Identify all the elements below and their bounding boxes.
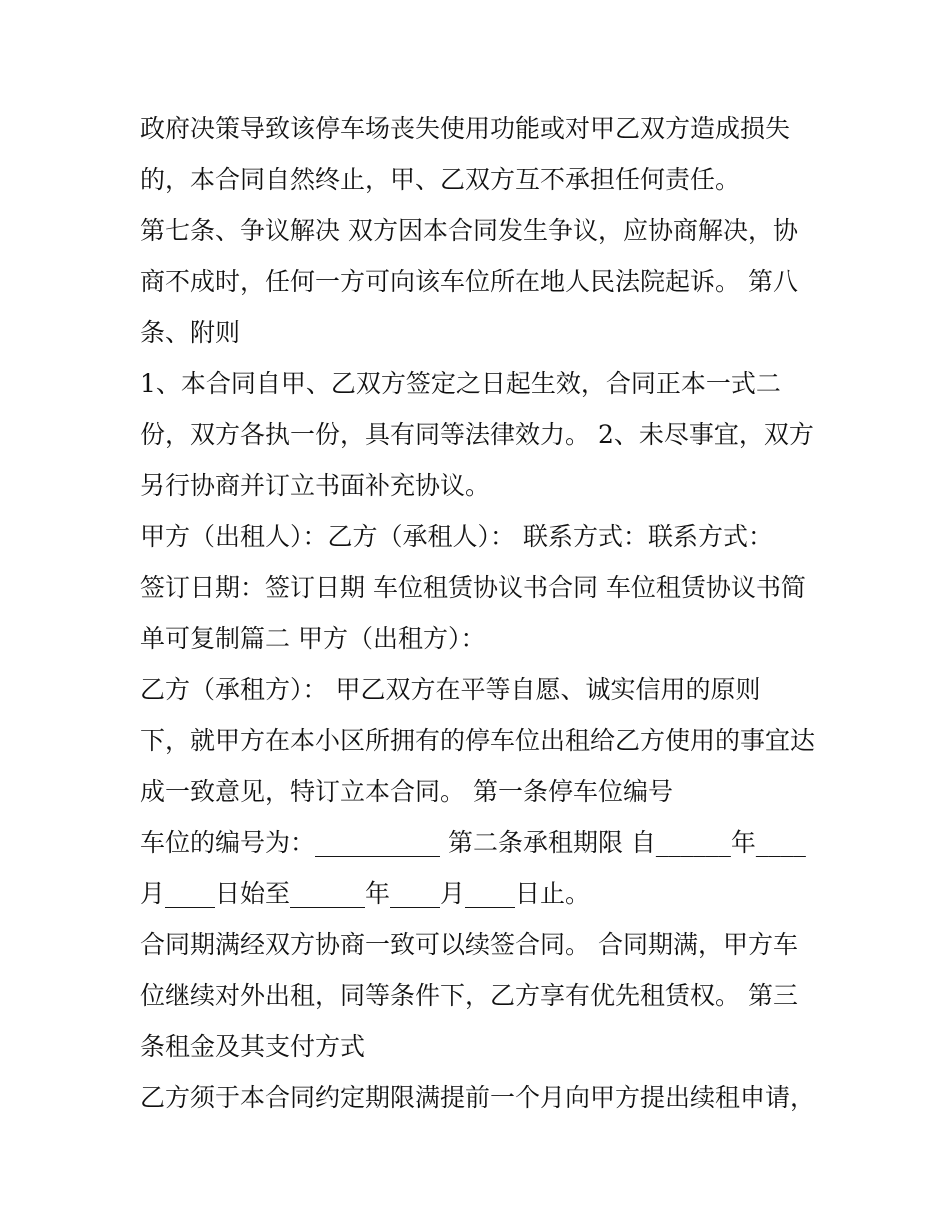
text-line-18: 位继续对外出租，同等条件下，乙方享有优先租赁权。 第三 <box>140 981 798 1010</box>
text-line-11: 单可复制篇二 甲方（出租方）： <box>140 624 486 653</box>
text-line-2: 的，本合同自然终止，甲、乙双方互不承担任何责任。 <box>140 165 741 194</box>
text-line-9: 甲方（出租人）：乙方（承租人）： 联系方式：联系方式： <box>140 522 773 551</box>
text-line-6: 1、本合同自甲、乙双方签定之日起生效，合同正本一式二 <box>140 369 781 398</box>
text-line-8: 另行协商并订立书面补充协议。 <box>140 471 491 500</box>
text-line-19: 条租金及其支付方式 <box>140 1032 366 1061</box>
text-line-4: 商不成时，任何一方可向该车位所在地人民法院起诉。 第八 <box>140 267 798 296</box>
text-line-16: 月____日始至______年____月____日止。 <box>140 879 591 908</box>
text-line-17: 合同期满经双方协商一致可以续签合同。 合同期满，甲方车 <box>140 930 798 959</box>
text-line-12: 乙方（承租方）： 甲乙双方在平等自愿、诚实信用的原则 <box>140 675 761 704</box>
text-line-3: 第七条、争议解决 双方因本合同发生争议，应协商解决，协 <box>140 216 798 245</box>
text-line-10: 签订日期：签订日期 车位租赁协议书合同 车位租赁协议书简 <box>140 573 806 602</box>
text-line-14: 成一致意见，特订立本合同。 第一条停车位编号 <box>140 777 673 806</box>
text-line-5: 条、附则 <box>140 318 241 347</box>
text-line-15: 车位的编号为：__________ 第二条承租期限 自______年____ <box>140 828 806 857</box>
text-line-20: 乙方须于本合同约定期限满提前一个月向甲方提出续租申请， <box>140 1083 816 1112</box>
contract-text <box>140 103 830 1123</box>
text-line-13: 下，就甲方在本小区所拥有的停车位出租给乙方使用的事宜达 <box>140 726 816 755</box>
text-line-1: 政府决策导致该停车场丧失使用功能或对甲乙双方造成损失 <box>140 114 791 143</box>
text-line-7: 份，双方各执一份，具有同等法律效力。 2、未尽事宜，双方 <box>140 420 814 449</box>
